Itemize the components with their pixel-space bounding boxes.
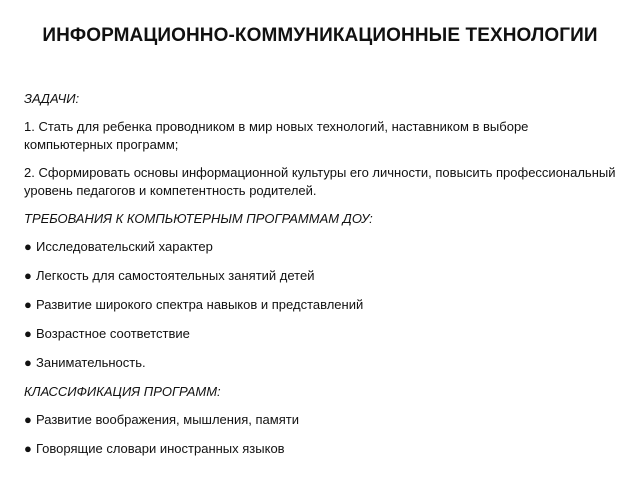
requirements-heading: ТРЕБОВАНИЯ К КОМПЬЮТЕРНЫМ ПРОГРАММАМ ДОУ: xyxy=(24,211,373,226)
bullet-icon: ● xyxy=(24,239,32,254)
slide-body xyxy=(24,90,616,469)
bullet-icon: ● xyxy=(24,268,32,283)
requirement-item-text: Занимательность. xyxy=(36,355,146,370)
tasks-heading: ЗАДАЧИ: xyxy=(24,91,80,106)
requirement-item-text: Возрастное соответствие xyxy=(36,326,190,341)
classification-item-text: Говорящие словари иностранных языков xyxy=(36,441,285,456)
requirement-item xyxy=(24,354,616,372)
requirement-item xyxy=(24,325,616,343)
task-item-1: 1. Стать для ребенка проводником в мир новых технологий, наставником в выборе компьютерных программ; xyxy=(24,119,529,152)
requirement-item-text: Исследовательский характер xyxy=(36,239,213,254)
classification-heading: КЛАССИФИКАЦИЯ ПРОГРАММ: xyxy=(24,384,221,399)
bullet-icon: ● xyxy=(24,441,32,456)
task-item-2: 2. Сформировать основы информационной культуры его личности, повысить профессиональный уровень педагогов и компетентность родителей. xyxy=(24,165,616,198)
bullet-icon: ● xyxy=(24,355,32,370)
requirement-item xyxy=(24,296,616,314)
requirement-item-text: Развитие широкого спектра навыков и представлений xyxy=(36,297,364,312)
bullet-icon: ● xyxy=(24,412,32,427)
classification-item xyxy=(24,440,616,458)
page-title: ИНФОРМАЦИОННО-КОММУНИКАЦИОННЫЕ ТЕХНОЛОГИИ xyxy=(42,25,598,46)
requirement-item-text: Легкость для самостоятельных занятий детей xyxy=(36,268,315,283)
requirement-item xyxy=(24,238,616,256)
requirement-item xyxy=(24,267,616,285)
bullet-icon: ● xyxy=(24,326,32,341)
classification-item xyxy=(24,411,616,429)
bullet-icon: ● xyxy=(24,297,32,312)
classification-item-text: Развитие воображения, мышления, памяти xyxy=(36,412,299,427)
